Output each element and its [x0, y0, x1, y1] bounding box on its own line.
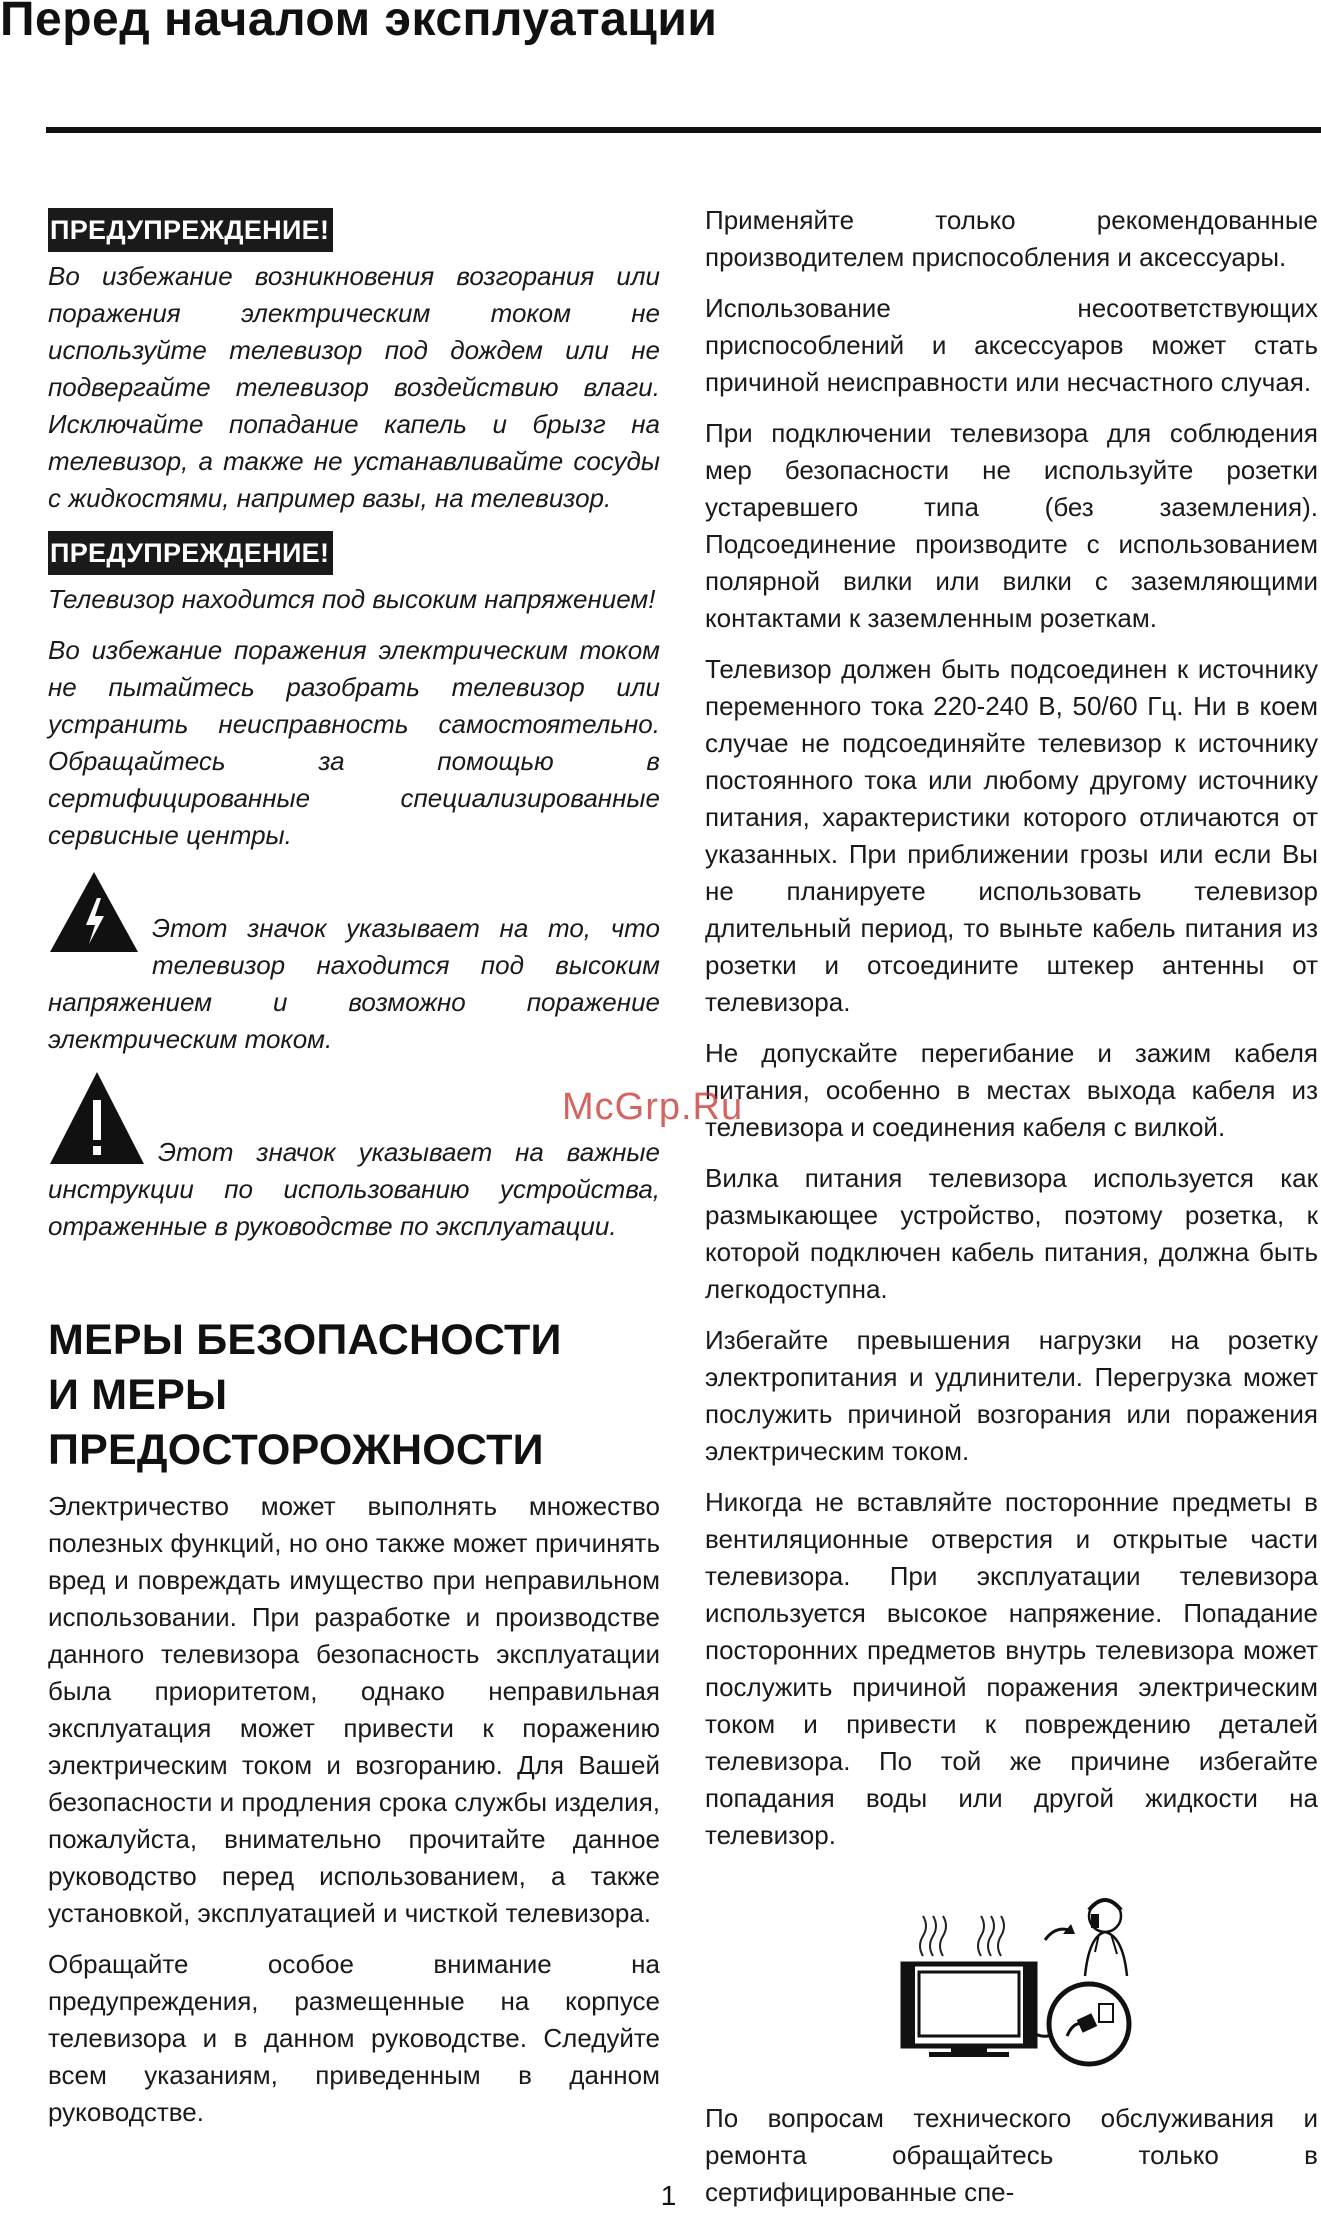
warning-2-text: Во избежание поражения электрическим током не пытайтесь разобрать телевизор или устранить неисправность самостоятельно. Обращайтесь за помощью в сертифицированные специализированные сервисные центры.	[48, 635, 660, 850]
page-title: Перед началом эксплуатации	[0, 0, 718, 46]
right-paragraph-7: Избегайте превышения нагрузки на розетку электропитания и удлинители. Перегрузка может послужить причиной возгорания или поражения электрическим током.	[705, 1325, 1318, 1466]
warning-badge: ПРЕДУПРЕЖДЕНИЕ!	[48, 208, 333, 252]
safety-paragraph-1: Электричество может выполнять множество полезных функций, но оно также может причинять вред и повреждать имущество при неправильном использовании. При разработке и производстве данного телевизора безопасность эксплуатации была приоритетом, однако неправильная эксплуатация может привести к поражению электрическим током и возгоранию. Для Вашей безопасности и продления срока службы изделия, пожалуйста, внимательно прочитайте данное руководство перед использованием, а также установкой, эксплуатацией и чисткой телевизора.	[48, 1491, 660, 1928]
right-paragraph-4: Телевизор должен быть подсоединен к источнику переменного тока 220-240 В, 50/60 Гц. Ни в коем случае не подсоединяйте телевизор к источнику постоянного тока или любому другому источнику питания, характеристики которого отличаются от указанных. При приближении грозы или если Вы не планируете использовать телевизор длительный период, то выньте кабель питания из розетки и отсоедините штекер антенны от телевизора.	[705, 654, 1318, 1017]
page-number: 1	[660, 2180, 677, 2211]
right-paragraph-3: При подключении телевизора для соблюдения мер безопасности не используйте розетки устаревшего типа (без заземления). Подсоединение производите с использованием полярной вилки или вилки с заземляющими контактами к заземленным розеткам.	[705, 418, 1318, 633]
right-column	[705, 202, 1318, 2225]
symbol-voltage-block	[48, 876, 660, 1058]
warning-2-headline: Телевизор находится под высоким напряжением!	[48, 584, 656, 614]
left-column	[48, 202, 660, 2145]
safety-title-line-2: И МЕРЫ ПРЕДОСТОРОЖНОСТИ	[48, 1371, 544, 1474]
warning-1-text: Во избежание возникновения возгорания или поражения электрическим током не используйте телевизор под дождем или не подвергайте телевизор воздействию влаги. Исключайте попадание капель и брызг на телевизор, а также не устанавливайте сосуды с жидкостями, например вазы, на телевизор.	[48, 261, 660, 513]
warning-2	[48, 531, 660, 575]
exclamation-icon	[48, 1070, 146, 1166]
right-paragraph-5: Не допускайте перегибание и зажим кабеля питания, особенно в местах выхода кабеля из телевизора и соединения кабеля с вилкой.	[705, 1038, 1318, 1142]
warning-1	[48, 208, 660, 252]
high-voltage-icon	[48, 870, 140, 954]
symbol-attention-text: Этот значок указывает на важные инструкции по использованию устройства, отраженные в руководстве по эксплуатации.	[48, 1137, 660, 1241]
tv-unplug-illustration	[895, 1886, 1145, 2086]
safety-section-title	[48, 1313, 660, 1478]
safety-title-line-1: МЕРЫ БЕЗОПАСНОСТИ	[48, 1316, 562, 1364]
right-paragraph-8: Никогда не вставляйте посторонние предметы в вентиляционные отверстия и открытые части телевизора. При эксплуатации телевизора используется высокое напряжение. Попадание посторонних предметов внутрь телевизора может послужить причиной поражения электрическим током и привести к повреждению деталей телевизора. По той же причине избегайте попадания воды или другой жидкости на телевизор.	[705, 1487, 1318, 1850]
right-paragraph-9: По вопросам технического обслуживания и ремонта обращайтесь только в сертифицированные спе-	[705, 2103, 1318, 2207]
symbol-voltage-text: Этот значок указывает на то, что телевизор находится под высоким напряжением и возможно поражение электрическим током.	[48, 913, 660, 1054]
right-paragraph-6: Вилка питания телевизора используется как размыкающее устройство, поэтому розетка, к которой подключен кабель питания, должна быть легкодоступна.	[705, 1163, 1318, 1304]
safety-paragraph-2: Обращайте особое внимание на предупреждения, размещенные на корпусе телевизора и в данном руководстве. Следуйте всем указаниям, приведенным в данном руководстве.	[48, 1949, 660, 2127]
right-paragraph-2: Использование несоответствующих приспособлений и аксессуаров может стать причиной неисправности или несчастного случая.	[705, 293, 1318, 397]
right-paragraph-1: Применяйте только рекомендованные производителем приспособления и аксессуары.	[705, 205, 1318, 272]
header-rule	[46, 127, 1321, 133]
watermark: McGrp.Ru	[562, 1086, 744, 1128]
warning-badge: ПРЕДУПРЕЖДЕНИЕ!	[48, 531, 333, 575]
